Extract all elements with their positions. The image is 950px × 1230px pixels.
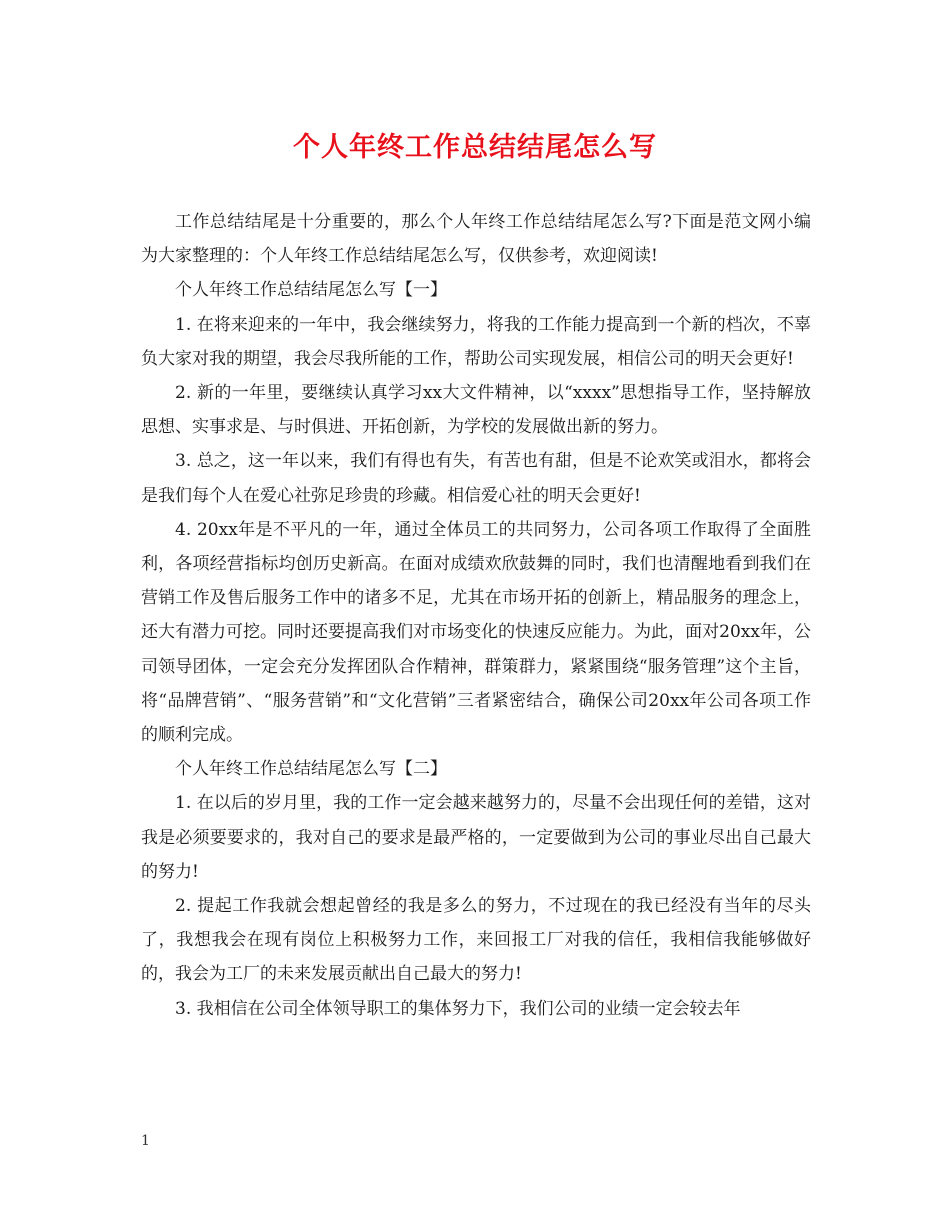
section-two-item-3: 3. 我相信在公司全体领导职工的集体努力下，我们公司的业绩一定会较去年 xyxy=(175,998,741,1019)
section-one-item-3: 3. 总之，这一年以来，我们有得也有失，有苦也有甜，但是不论欢笑或泪水，都将会是我们每个人在爱心社弥足珍贵的珍藏。相信爱心社的明天会更好! xyxy=(141,451,811,506)
document-body xyxy=(141,205,811,1026)
document-title: 个人年终工作总结结尾怎么写 xyxy=(293,132,657,163)
intro-paragraph: 工作总结结尾是十分重要的，那么个人年终工作总结结尾怎么写?下面是范文网小编为大家整理的：个人年终工作总结结尾怎么写，仅供参考，欢迎阅读! xyxy=(141,212,811,267)
page-number: 1 xyxy=(141,1133,150,1149)
section-one-item-4: 4. 20xx年是不平凡的一年，通过全体员工的共同努力，公司各项工作取得了全面胜利，各项经营指标均创历史新高。在面对成绩欢欣鼓舞的同时，我们也清醒地看到我们在营销工作及售后服务工作中的诸多不足，尤其在市场开拓的创新上，精品服务的理念上，还大有潜力可挖。同时还要提高我们对市场变化的快速反应能力。为此，面对20xx年，公司领导团体，一定会充分发挥团队合作精神，群策群力，紧紧围绕“服务管理”这个主旨，将“品牌营销”、“服务营销”和“文化营销”三者紧密结合，确保公司20xx年公司各项工作的顺利完成。 xyxy=(141,519,811,746)
section-heading-one: 个人年终工作总结结尾怎么写【一】 xyxy=(175,280,447,301)
section-one-item-2: 2. 新的一年里，要继续认真学习xx大文件精神，以“xxxx”思想指导工作，坚持解放思想、实事求是、与时俱进、开拓创新，为学校的发展做出新的努力。 xyxy=(141,383,811,438)
section-two-item-1: 1. 在以后的岁月里，我的工作一定会越来越努力的，尽量不会出现任何的差错，这对我是必须要要求的，我对自己的要求是最严格的，一定要做到为公司的事业尽出自己最大的努力! xyxy=(141,793,811,882)
section-two-item-2: 2. 提起工作我就会想起曾经的我是多么的努力，不过现在的我已经没有当年的尽头了，我想我会在现有岗位上积极努力工作，来回报工厂对我的信任，我相信我能够做好的，我会为工厂的未来发展贡献出自己最大的努力! xyxy=(141,896,811,985)
section-heading-two: 个人年终工作总结结尾怎么写【二】 xyxy=(175,759,447,780)
section-one-item-1: 1. 在将来迎来的一年中，我会继续努力，将我的工作能力提高到一个新的档次，不辜负大家对我的期望，我会尽我所能的工作，帮助公司实现发展，相信公司的明天会更好! xyxy=(141,314,811,369)
